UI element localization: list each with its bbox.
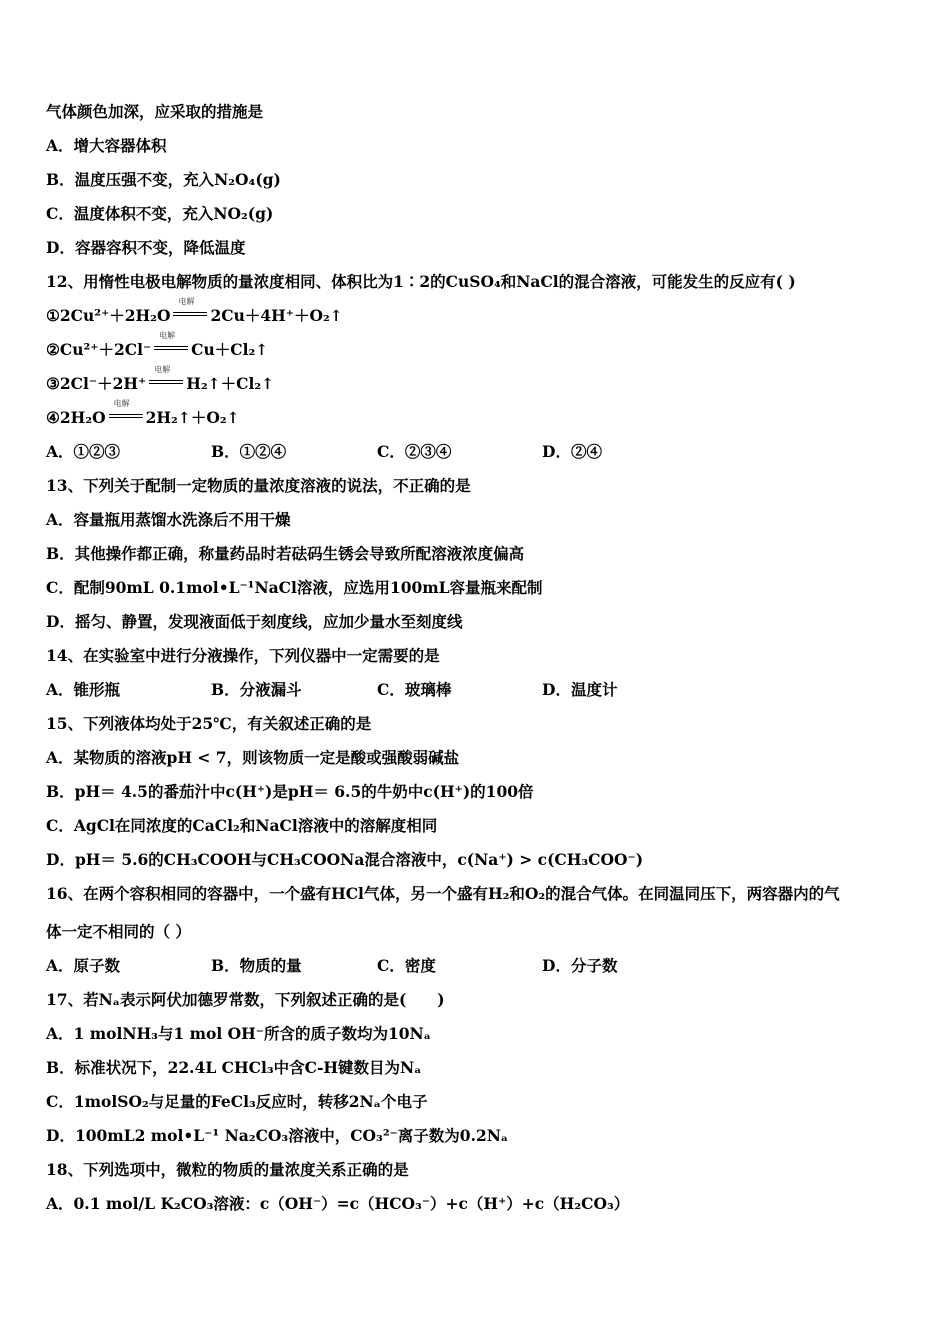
q12-reaction-4 (46, 399, 240, 428)
reaction-reactants: ①2Cu²⁺＋2H₂O (46, 306, 171, 325)
q16-option-b: B．物质的量 (211, 956, 302, 975)
q11-option-c: C．温度体积不变，充入NO₂(g) (46, 204, 274, 223)
q14-option-c: C．玻璃棒 (377, 680, 452, 699)
electrolysis-sign (173, 297, 207, 320)
q15-option-b: B．pH＝ 4.5的番茄汁中c(H⁺)是pH＝ 6.5的牛奶中c(H⁺)的100倍 (46, 782, 534, 801)
q17-stem: 17、若Nₐ表示阿伏加德罗常数，下列叙述正确的是( ) (46, 990, 445, 1009)
q16-option-c: C．密度 (377, 956, 436, 975)
q13-option-b: B．其他操作都正确，称量药品时若砝码生锈会导致所配溶液浓度偏高 (46, 544, 525, 563)
reaction-products: Cu＋Cl₂↑ (191, 340, 269, 359)
q15-option-d: D．pH＝ 5.6的CH₃COOH与CH₃COONa混合溶液中，c(Na⁺) > c(CH₃COO⁻) (46, 850, 644, 869)
q12-option-d: D．②④ (542, 442, 602, 461)
electrolysis-sign (149, 365, 183, 388)
reaction-reactants: ③2Cl⁻＋2H⁺ (46, 374, 147, 393)
q13-stem: 13、下列关于配制一定物质的量浓度溶液的说法，不正确的是 (46, 476, 471, 495)
q12-reaction-1 (46, 297, 343, 326)
q18-option-a: A．0.1 mol/L K₂CO₃溶液：c（OH⁻）=c（HCO₃⁻）+c（H⁺）+c（H₂CO₃） (46, 1194, 630, 1213)
q12-option-a: A．①②③ (46, 442, 121, 461)
q15-option-c: C．AgCl在同浓度的CaCl₂和NaCl溶液中的溶解度相同 (46, 816, 438, 835)
q16-option-d: D．分子数 (542, 956, 618, 975)
q12-option-b: B．①②④ (211, 442, 287, 461)
q11-option-d: D．容器容积不变，降低温度 (46, 238, 246, 257)
q11-option-a: A．增大容器体积 (46, 136, 167, 155)
q14-option-b: B．分液漏斗 (211, 680, 302, 699)
reaction-reactants: ②Cu²⁺＋2Cl⁻ (46, 340, 152, 359)
q17-option-c: C．1molSO₂与足量的FeCl₃反应时，转移2Nₐ个电子 (46, 1092, 428, 1111)
electrolysis-label: 电解 (113, 399, 130, 408)
q13-option-a: A．容量瓶用蒸馏水洗涤后不用干燥 (46, 510, 291, 529)
q14-stem: 14、在实验室中进行分液操作，下列仪器中一定需要的是 (46, 646, 440, 665)
electrolysis-label: 电解 (159, 331, 176, 340)
q17-option-a: A．1 molNH₃与1 mol OH⁻所含的质子数均为10Nₐ (46, 1024, 431, 1043)
q18-stem: 18、下列选项中，微粒的物质的量浓度关系正确的是 (46, 1160, 409, 1179)
q17-option-b: B．标准状况下，22.4L CHCl₃中含C-H键数目为Nₐ (46, 1058, 422, 1077)
q11-option-b: B．温度压强不变，充入N₂O₄(g) (46, 170, 281, 189)
electrolysis-sign (109, 399, 143, 422)
q17-option-d: D．100mL2 mol•L⁻¹ Na₂CO₃溶液中，CO₃²⁻离子数为0.2Nₐ (46, 1126, 509, 1145)
q12-reaction-3 (46, 365, 275, 394)
q15-option-a: A．某物质的溶液pH < 7，则该物质一定是酸或强酸弱碱盐 (46, 748, 460, 767)
q13-option-c: C．配制90mL 0.1mol•L⁻¹NaCl溶液，应选用100mL容量瓶来配制 (46, 578, 543, 597)
q16-stem-line-2: 体一定不相同的（ ） (46, 922, 191, 941)
electrolysis-label: 电解 (178, 297, 195, 306)
electrolysis-sign (154, 331, 188, 354)
reaction-products: H₂↑＋Cl₂↑ (186, 374, 275, 393)
q13-option-d: D．摇匀、静置，发现液面低于刻度线，应加少量水至刻度线 (46, 612, 463, 631)
reaction-products: 2Cu＋4H⁺＋O₂↑ (210, 306, 343, 325)
q16-option-a: A．原子数 (46, 956, 121, 975)
q16-stem-line-1: 16、在两个容积相同的容器中，一个盛有HCl气体，另一个盛有H₂和O₂的混合气体。在同温同压下，两容器内的气 (46, 884, 840, 903)
q12-option-c: C．②③④ (377, 442, 452, 461)
q12-stem: 12、用惰性电极电解物质的量浓度相同、体积比为1∶2的CuSO₄和NaCl的混合溶液，可能发生的反应有( ) (46, 272, 796, 291)
q14-option-a: A．锥形瓶 (46, 680, 121, 699)
reaction-reactants: ④2H₂O (46, 408, 106, 427)
reaction-products: 2H₂↑＋O₂↑ (145, 408, 240, 427)
electrolysis-label: 电解 (154, 365, 171, 374)
q11-stem-tail: 气体颜色加深，应采取的措施是 (46, 102, 264, 121)
q15-stem: 15、下列液体均处于25℃，有关叙述正确的是 (46, 714, 372, 733)
q12-reaction-2 (46, 331, 269, 360)
q14-option-d: D．温度计 (542, 680, 618, 699)
